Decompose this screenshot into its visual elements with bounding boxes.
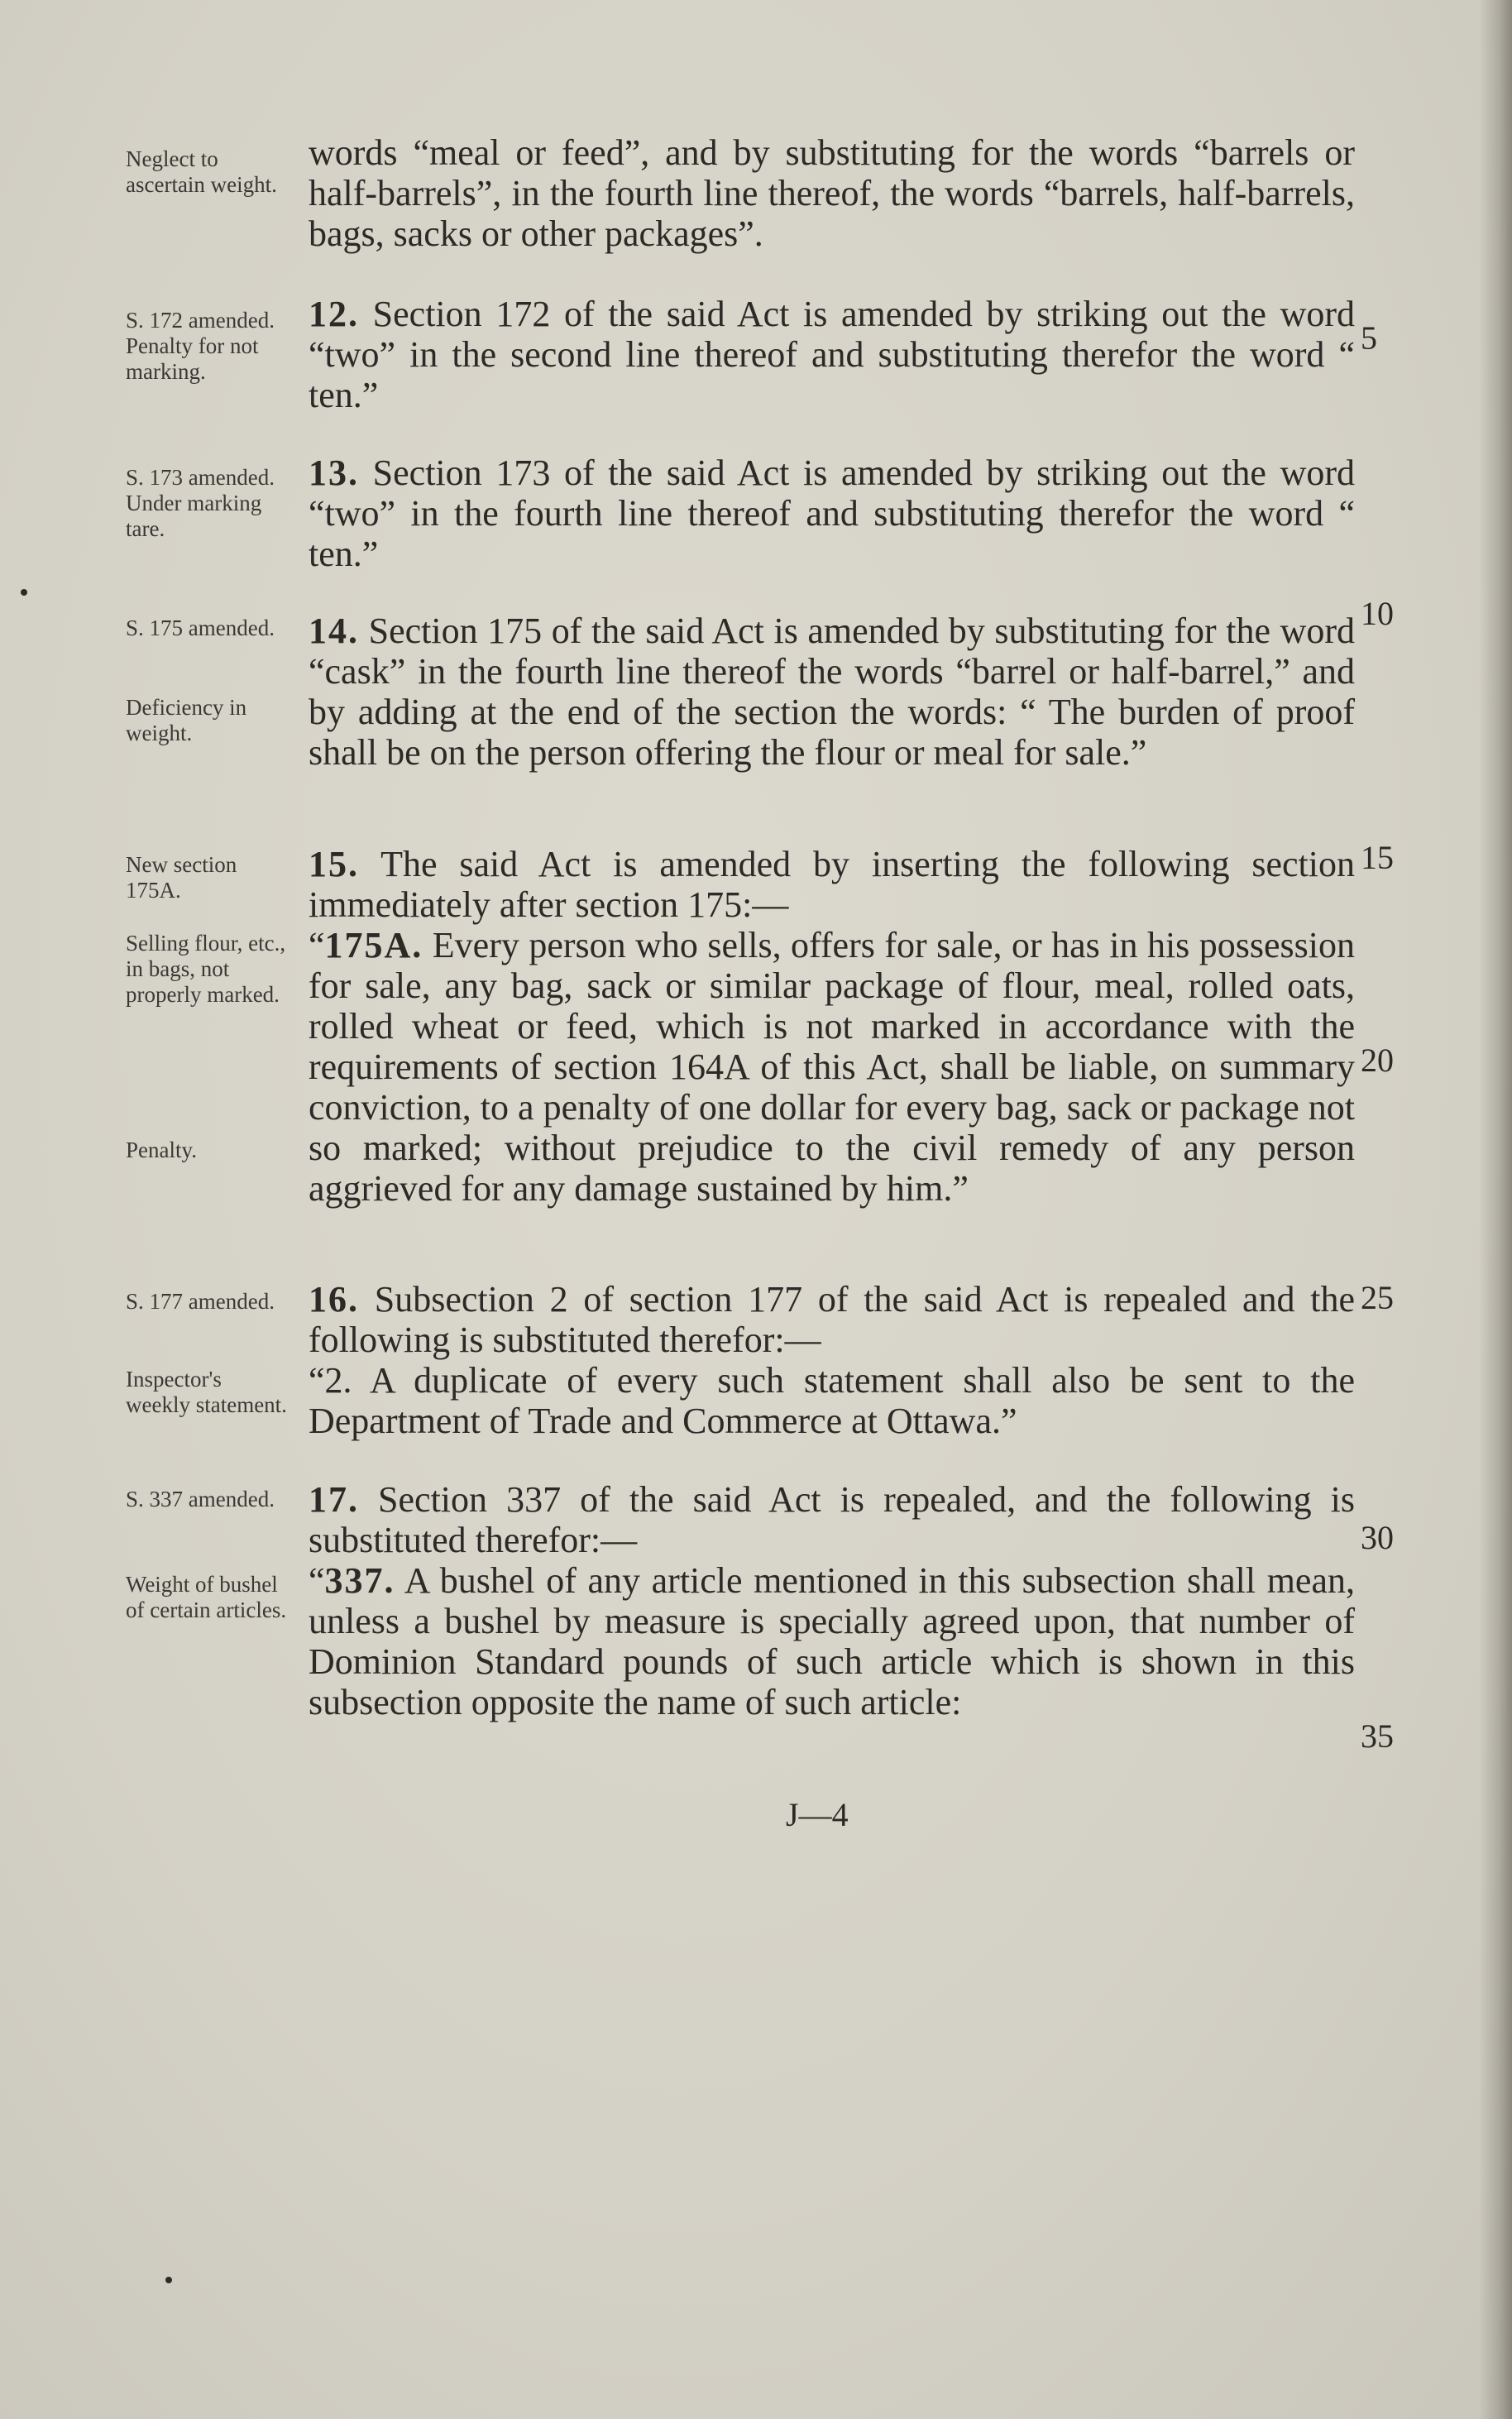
margin-note-deficiency: Deficiency in weight. <box>126 695 247 745</box>
section-text: Subsection 2 of section 177 of the said Act is repealed and the following is substituted therefor:— <box>309 1279 1356 1360</box>
section-text: Section 337 of the said Act is repealed, and the following is substituted therefor:— <box>309 1479 1355 1560</box>
subsection-text: Every person who sells, offers for sale, or has in his possession for sale, any bag, sack or similar package of flour, meal, rolled oats, rolled wheat or feed, which is not marked in accordance with the requirements of section 164A of this Act, shall be liable, on summary conviction, to a penalty of one dollar for every bag, sack or package not so marked; without prejudice to the civil remedy of any person aggrieved for any damage sustained by him.” <box>309 925 1356 1209</box>
line-number: 35 <box>1361 1717 1394 1755</box>
section-number: 13. <box>309 453 359 493</box>
paragraph-15 <box>309 844 1355 1209</box>
subsection-text: “2. A duplicate of every such statement shall also be sent to the Department of Trade and Commerce at Ottawa.” <box>309 1360 1355 1441</box>
line-number: 20 <box>1361 1042 1394 1079</box>
subsection-text: A bushel of any article mentioned in this subsection shall mean, unless a bushel by measure is specially agreed upon, that number of Dominion Standard pounds of such article which is shown in this subsection opposite the name of such article: <box>309 1560 1355 1722</box>
section-text: Section 173 of the said Act is amended by striking out the word “two” in the fourth line thereof and substituting therefor the word “ ten.” <box>309 453 1355 574</box>
signature-mark: J—4 <box>786 1796 849 1833</box>
scan-speck <box>165 2277 172 2283</box>
subsection-number: 337. <box>324 1560 395 1601</box>
paragraph-14 <box>309 611 1355 773</box>
line-number: 30 <box>1361 1519 1394 1556</box>
section-number: 12. <box>309 294 359 334</box>
margin-note-s173: S. 173 amended. Under marking tare. <box>126 465 275 541</box>
margin-note-s337: S. 337 amended. <box>126 1487 275 1511</box>
margin-note-neglect: Neglect to ascertain weight. <box>126 146 277 197</box>
paragraph-17 <box>309 1479 1355 1722</box>
paragraph-13 <box>309 453 1355 574</box>
margin-note-s172: S. 172 amended. Penalty for not marking. <box>126 308 275 384</box>
line-number: 25 <box>1361 1279 1394 1316</box>
paragraph-continuation <box>309 132 1355 254</box>
line-number: 5 <box>1361 319 1377 357</box>
page-edge-shadow <box>1479 0 1512 2419</box>
margin-note-penalty: Penalty. <box>126 1138 197 1162</box>
paragraph-12 <box>309 294 1355 415</box>
margin-note-new-section-line1: New section <box>126 852 237 877</box>
margin-note-s177: S. 177 amended. <box>126 1289 275 1314</box>
section-number: 14. <box>309 611 359 651</box>
section-number: 15. <box>309 844 359 884</box>
quote-open: “ <box>309 1560 325 1601</box>
margin-note-s175: S. 175 amended. <box>126 616 275 640</box>
section-text: Section 175 of the said Act is amended by substituting for the word “cask” in the fourth line thereof the words “barrel or half-barrel,” and by adding at the end of the section the words: “ The burden of proof shall be on the person offering the flour or meal for sale.” <box>309 611 1355 773</box>
line-number: 15 <box>1361 839 1394 876</box>
line-number: 10 <box>1361 595 1394 632</box>
section-text: The said Act is amended by inserting the following section immediately after section 175:— <box>309 844 1355 925</box>
margin-note-weight-bushel: Weight of bushel of certain articles. <box>126 1572 287 1622</box>
paragraph-16 <box>309 1279 1355 1441</box>
section-number: 17. <box>309 1479 359 1520</box>
margin-note-new-section-line2: 175A. <box>126 878 181 903</box>
scan-speck <box>21 589 27 596</box>
section-number: 16. <box>309 1279 359 1320</box>
margin-note-inspector: Inspector's weekly statement. <box>126 1367 287 1417</box>
margin-note-new-section <box>126 852 291 903</box>
section-text: Section 172 of the said Act is amended by striking out the word “two” in the second line thereof and substituting therefor the word “ ten.” <box>309 294 1355 415</box>
paragraph-text: words “meal or feed”, and by substituting for the words “barrels or half-barrels”, in the fourth line thereof, the words “barrels, half-barrels, bags, sacks or other packages”. <box>309 132 1355 254</box>
quote-open: “ <box>309 925 325 965</box>
subsection-number: 175A. <box>324 925 423 965</box>
margin-note-selling-flour: Selling flour, etc., in bags, not properly marked. <box>126 931 286 1007</box>
